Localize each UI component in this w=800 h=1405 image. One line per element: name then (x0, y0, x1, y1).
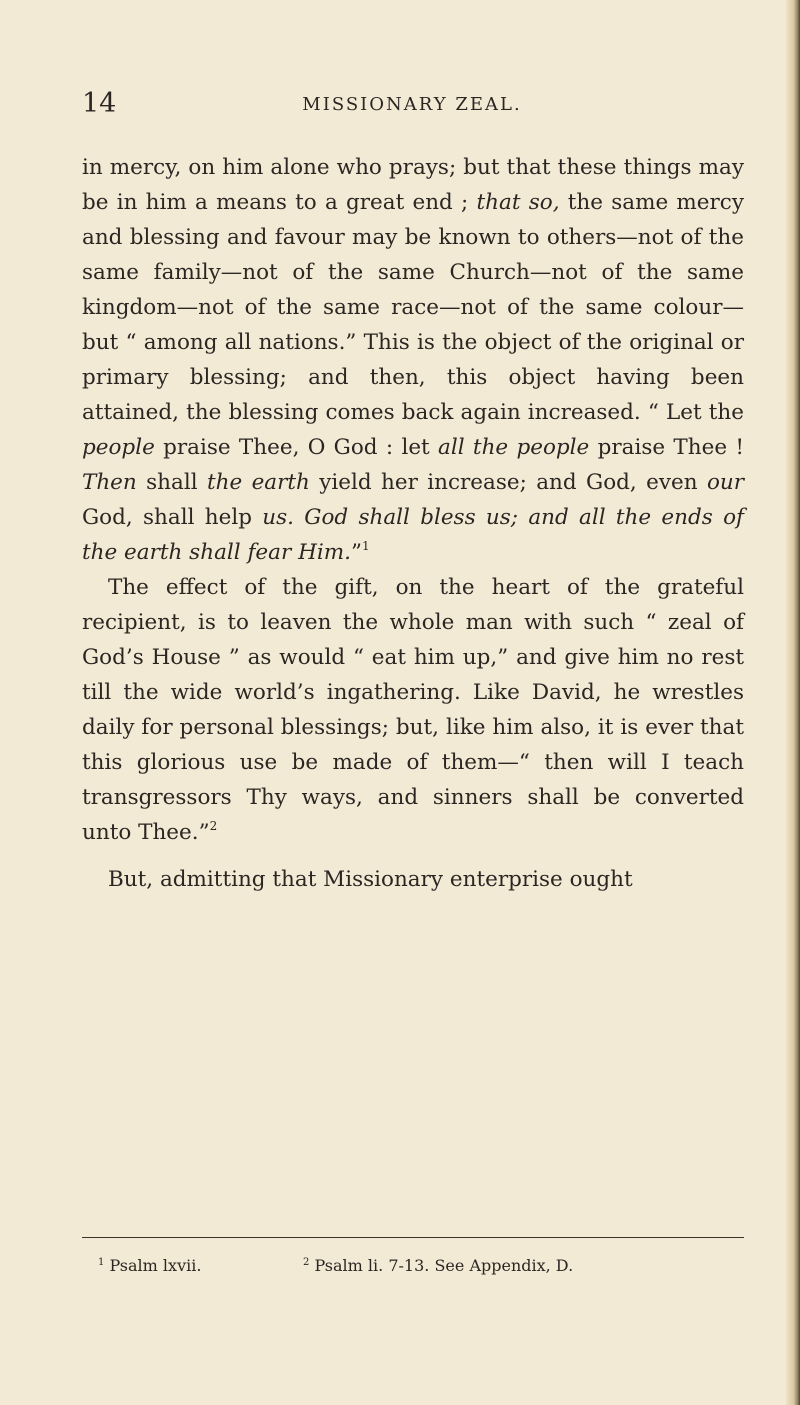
page-header (82, 88, 742, 128)
body-text (82, 150, 744, 897)
page-number: 14 (82, 88, 117, 119)
footnote-1: $^1$ Psalm lxvii. (98, 1256, 202, 1275)
running-head: MISSIONARY ZEAL. (302, 94, 522, 115)
footnote-ref-1: 1 (361, 539, 370, 553)
page-edge-shadow (786, 0, 800, 1405)
footnote-ref-2: 2 (209, 819, 218, 833)
paragraph-1: in mercy, on him alone who prays; but that these things may be in him a means to a great end ; that so, the same mercy and blessing and favour may be known to others—not of the same family—not of the same Church—not of the same kingdom—not of the same race—not of the same colour—but “ among all nations.” This is the object of the original or primary blessing; and then, this object having been attained, the blessing comes back again increased. “ Let the people praise Thee, O God : let all the people praise Thee ! Then shall the earth yield her increase; and God, even our God, shall help us. God shall bless us; and all the ends of the earth shall fear Him.”$^1$ (82, 155, 745, 565)
paragraph-3: But, admitting that Missionary enterprise ought (108, 867, 633, 892)
footnote-rule (82, 1237, 744, 1238)
paragraph-2: The effect of the gift, on the heart of the grateful recipient, is to leaven the whole man with such “ zeal of God’s House ” as would “ eat him up,” and give him no rest till the wide world’s ingathering. Like David, he wrestles daily for personal blessings; but, like him also, it is ever that this glorious use be made of them—“ then will I teach transgressors Thy ways, and sinners shall be converted unto Thee.”$^2$ (82, 575, 744, 845)
footnote-2: $^2$ Psalm li. 7-13. See Appendix, D. (303, 1256, 574, 1275)
